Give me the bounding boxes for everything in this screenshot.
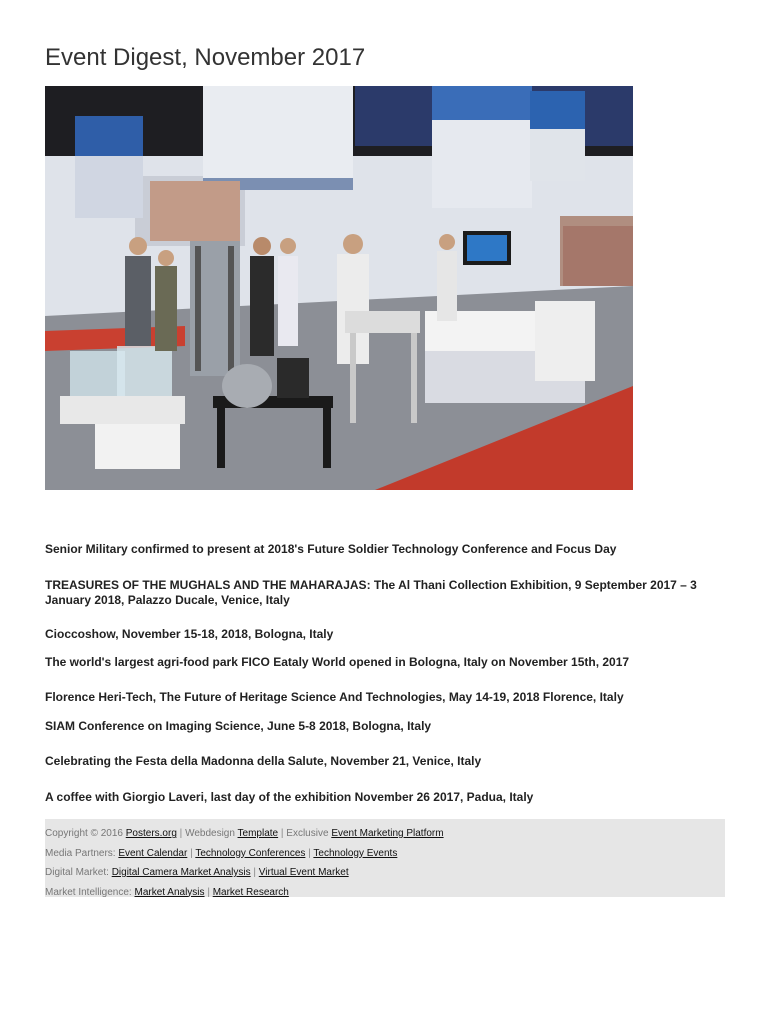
template-link[interactable]: Template bbox=[237, 828, 279, 839]
footer-digital-market-line bbox=[45, 863, 725, 883]
digital-camera-market-link[interactable]: Digital Camera Market Analysis bbox=[111, 867, 251, 878]
separator: | bbox=[308, 847, 311, 859]
news-item[interactable]: A coffee with Giorgio Laveri, last day of the exhibition November 26 2017, Padua, Italy bbox=[45, 790, 534, 804]
webdesign-label: Webdesign bbox=[185, 828, 235, 839]
market-analysis-link[interactable]: Market Analysis bbox=[134, 886, 205, 898]
footer-media-partners-line bbox=[45, 844, 725, 864]
footer-market-intelligence-line bbox=[45, 883, 725, 903]
exclusive-label: Exclusive bbox=[286, 828, 329, 839]
digital-market-label: Digital Market: bbox=[45, 867, 109, 878]
news-item[interactable]: The world's largest agri-food park FICO Eataly World opened in Bologna, Italy on November 15th, 2017 bbox=[45, 655, 630, 669]
separator: | bbox=[179, 828, 183, 839]
virtual-event-market-link[interactable]: Virtual Event Market bbox=[258, 867, 349, 878]
copyright-text: Copyright © 2016 bbox=[45, 828, 123, 839]
separator: | bbox=[207, 886, 210, 898]
news-item[interactable]: TREASURES OF THE MUGHALS AND THE MAHARAJAS: The Al Thani Collection Exhibition, 9 September 2017 – 3 January 2018, Palazzo Ducale, Venice, Italy bbox=[45, 578, 697, 607]
page-title: Event Digest, November 2017 bbox=[45, 44, 366, 71]
separator: | bbox=[253, 867, 257, 878]
event-marketing-link[interactable]: Event Marketing Platform bbox=[331, 828, 444, 839]
posters-link[interactable]: Posters.org bbox=[125, 828, 177, 839]
technology-events-link[interactable]: Technology Events bbox=[313, 847, 398, 859]
site-footer bbox=[45, 819, 725, 897]
footer-copyright-line bbox=[45, 824, 725, 844]
event-calendar-link[interactable]: Event Calendar bbox=[118, 847, 188, 859]
hero-image bbox=[45, 86, 633, 490]
news-item[interactable]: Senior Military confirmed to present at 2018's Future Soldier Technology Conference and Focus Day bbox=[45, 542, 617, 556]
news-item[interactable]: Celebrating the Festa della Madonna della Salute, November 21, Venice, Italy bbox=[45, 754, 482, 768]
news-item[interactable]: Florence Heri-Tech, The Future of Heritage Science And Technologies, May 14-19, 2018 Florence, Italy bbox=[45, 690, 624, 704]
separator: | bbox=[190, 847, 193, 859]
separator: | bbox=[280, 828, 284, 839]
market-research-link[interactable]: Market Research bbox=[212, 886, 289, 898]
technology-conferences-link[interactable]: Technology Conferences bbox=[195, 847, 306, 859]
market-intelligence-label: Market Intelligence: bbox=[45, 886, 132, 898]
media-partners-label: Media Partners: bbox=[45, 847, 116, 859]
news-item[interactable]: Cioccoshow, November 15-18, 2018, Bologna, Italy bbox=[45, 627, 334, 641]
news-item[interactable]: SIAM Conference on Imaging Science, June 5-8 2018, Bologna, Italy bbox=[45, 719, 432, 733]
